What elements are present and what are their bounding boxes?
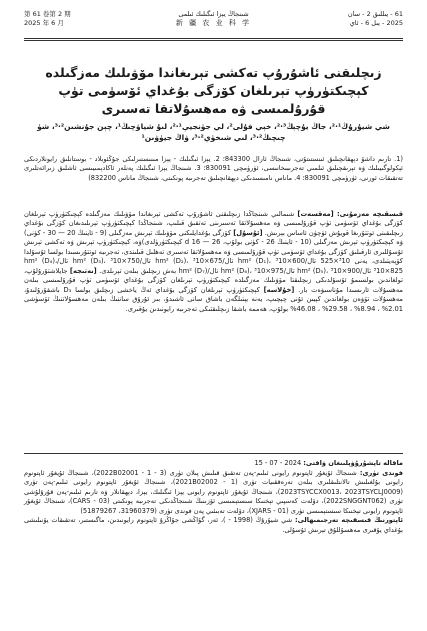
header-volume-cn: 第 61 卷第 2 期 bbox=[24, 10, 71, 18]
article-metadata bbox=[24, 459, 403, 535]
header-divider bbox=[24, 38, 403, 39]
abstract-conclusion: كېچىكتۈرۈپ تېرىلغان كۆزگى بۇغداي ئەڭ ياخشى زىچلىق بولسا D₃ باشقۇرۇلىدۇ، مەھسۇلات تۆۋەن بولغاندىن كېيىن ئۇنى چېچىپ، يەنە يېتىلگەن باشاق سانى ئاشىدۇ، بىر ئۇرۇق ساننىڭ بىلەن مەھسۇلاتنىڭ ئۆسۈشى 2.01% ، 8.94% ، 29.58% ، 46.08% بولۇپ، ھەممە باشقا زىچلىقتىكى تەجرىبە رايونىدىن يۇقىرى. bbox=[24, 285, 403, 313]
article-title: زىچلىقنى ئاشۇرۇپ تەكشى تېرىغاندا مۆۋىلىك مەزگىلدە كېچىكتۈرۈپ تېرىلغان كۆزگى بۇغداي ئۆسۈمى تۈپ قۇرۇلمىسى ۋە مەھسۇلاتقا تەسىرى bbox=[45, 65, 382, 116]
header-divider-thin bbox=[24, 40, 403, 41]
header-date-ug: 2025 - يىل 6 - ئاي bbox=[349, 19, 403, 27]
author-bio-value: شي شيۇرۇڭ (1998 - )، ئەر، گۇاڭشى جۇاڭزۇ ئاپتونوم رايونىدىن، ماگىستىر، تەتقىقات يۆنىلىشى بۇغداي يۇقىرى مەھسۇللۇق تېرىش ئۇسۇلى. bbox=[24, 516, 403, 534]
header-right bbox=[348, 10, 403, 28]
abstract-objective: شىمالىي شىنجاڭدا زىچلىقنى ئاشۇرۇپ تەكشى تېرىغاندا مۆۋىلىك مەزگىلدە كېچىكتۈرۈپ تېرىلغان كۆزگى بۇغداي ئۆسۈمى تۈپ قۇرۇلمىسى ۋە مەھسۇلاتقا تەسىرىنى تەتقىق قىلىپ، شىنجاڭدا كېچىكتۈرۈپ تېرىلىدىغان كۆزگى بۇغداي زىچلىقىنى ئوتتۇرىغا قويۇش ئۈچۈن ئاساس بېرىش. bbox=[24, 210, 403, 237]
fund-label: فوندى تۈرى: bbox=[359, 468, 403, 477]
abstract-method: كۆزگى بۇغدايلىكنى مۆۋىلىك تېرىش مەزگىلى (9 - ئاينىڭ 20 — 30 - كۈنى) ۋە كېچىكتۈرۈپ تېرىش مەزگىلى (10 - ئاينىڭ 26 - كۈنى بولۇپ، d 16 — 26 كېچىكتۈرۈلدى)ۋە، كېچىكتۈرۈپ تېرىش ۋە تەكشى تېرىش ئۇسۇللىرى ئارقىلىق كۆزگى بۇغداي ئۆسۈمى تۈپ قۇرۇلمىسى ۋە مەھسۇلاتقا تەسىرى تەھلىل قىلىندى، تەجرىبە ئوتتۇرىسىدا بولسا ئۇسۇلدا كۆپەيتىلدى، يەنى ³10×525 تال/hm² (D₁)، ³10×600 تال/hm² (D₂)، ³10×675 تال/hm² (D₃)، ³10×750 تال/hm² (D₄)، ³10×825 تال/hm² (D₅)، ³10×900 تال/hm² (D₆)، ³10×975 تال/hm² (D₇) بەش زىچلىق بىلەن تېرىلدى. bbox=[24, 228, 403, 275]
running-header bbox=[24, 8, 403, 42]
abstract bbox=[24, 210, 403, 314]
abstract-label: قىسقىچە مەزمۇنى: [مەقسەت] bbox=[297, 210, 403, 218]
received-value: 2024 - 07 - 15 bbox=[254, 459, 302, 467]
fund-value: شىنجاڭ ئۇيغۇر ئاپتونوم رايونى ئىلىم-پەن تەتقىق قىلىش پىلان تۈرى (3 - 2022B02001 - 1)، شىنجاڭ ئۇيغۇر ئاپتونوم رايونى بۇلغىلىش تالانتلىقلىرى بىلەن تەرەققىيات تۈرى (2021B02002 - 1)، شىنجاڭ ئۇيغۇر ئاپتونوم رايونى ئىلىم-پەن تۈرى (2023TSYCCX0013، 2023TSYCLJ0009)، شىنجاڭ ئۇيغۇر ئاپتونوم رايونى يېزا ئىگىلىك، يېزا، دېھقانلار ۋە تارىم ئىلىم-پەن قۇرۇلۇشى تۈرى (2022SNGGNT062)، دۆلەت كەسپىي تېخنىكا سىستېمىسى ئۆزىنىڭ شىنجاڭدىكى تەجرىبە پونكىتى (CARS - 03)، شىنجاڭ ئۇيغۇر ئاپتونوم رايونى تېخنىكا سىستېمىسى تۈرى (XJARS - 01)، دۆلەت تەبىئىي پەن فوندى تۈرى (31960379، 51879267) bbox=[24, 468, 404, 515]
abstract-result: جايلاشتۇرۇلۇپ، تولغاندىن بولسىمۇ ئۇسۇلدىكى زىچلىقتا مۆۋىلىك مەزگىلدە كېچىكتۈرۈپ تېرىلغان كۆزگى بۇغداي ئۆسۈمى تۈپ قۇرۇلمىسى بىلەن مەھسۇلات ئارىسىدا مۇناسىۋەت بار. bbox=[24, 266, 403, 294]
abstract-conclusion-label: [خۇلاسە] bbox=[263, 285, 295, 294]
header-volume-ug: 61 - يىللىق 2 - سان bbox=[347, 10, 403, 18]
author-bio-line bbox=[24, 516, 403, 535]
footnote-divider bbox=[24, 453, 403, 454]
header-date-cn: 2025 年 6 月 bbox=[24, 19, 64, 27]
affiliations: (1. تارىم داشۆ دېھقانچىلىق ئىنستىتۇتى، شىنجاڭ ئارال 843300؛ 2. يېزا ئىگىلىك - يېزا مىنىستىرلىكى جۇڭئوبلاد - بوستانلىق رايونلاردىكى ئېكولوگىيىلىك ۋە تېرىقچىلىق ئىلمىي تەجرىبىخانىسى، ئۈرۈمچى 830091؛ 3. شىنجاڭ يېزا ئىگىلىك پەنلەر ئاكادېمىيىسى ئاشلىق زىرائەتلىرى تەتقىقات ئورنى، ئۈرۈمچى 830091؛ 4. ماناس نامىسىدىكى دېھقانچىلىق تەجرىبە پونكىتى، شىنجاڭ ماناس 832200) bbox=[24, 155, 403, 182]
header-center bbox=[24, 10, 403, 28]
author-list: شي شيۇرۇڭ¹·²، جاڭ يۇچېڭ³·²، خېي فۇلى²، لي جۈنجيې¹·²، لىۇ شياۋچىڭ¹، چېن جۇنشىن²·³، شۈ چىچىڭ²·³، لىي شىخۈي²·³، ۋاڭ جيۈۋىن¹ bbox=[37, 122, 390, 142]
received-date-line bbox=[24, 459, 403, 469]
received-label: ماقالە تاپشۇرۇۋېلىنغان ۋاقتى: bbox=[303, 459, 403, 467]
author-bio-label: ئاپتورنىڭ قىسقىچە تەرجىمىھالى: bbox=[294, 516, 403, 524]
abstract-method-label: [ئۇسۇل] bbox=[233, 228, 263, 237]
journal-name-cn: 新 疆 农 业 科 学 bbox=[175, 19, 252, 27]
fund-line bbox=[24, 469, 403, 517]
abstract-result-label: [نەتىجە] bbox=[69, 266, 97, 275]
journal-name-ug: شىنجاڭ يېزا ئىگىلىك ئىلمى bbox=[178, 10, 249, 18]
